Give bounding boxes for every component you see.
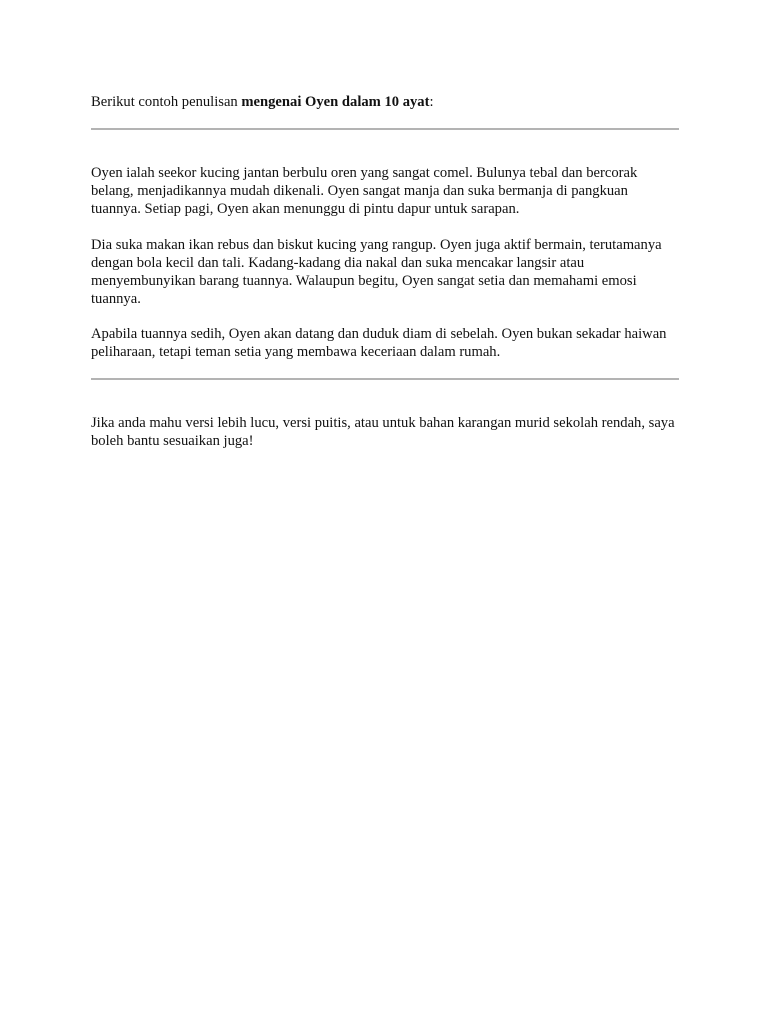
intro-line [91,93,679,111]
body-paragraph-2: Dia suka makan ikan rebus dan biskut kucing yang rangup. Oyen juga aktif bermain, terutamanya dengan bola kecil dan tali. Kadang-kadang dia nakal dan suka mencakar langsir atau menyembunyikan barang tuannya. Walaupun begitu, Oyen sangat setia dan memahami emosi tuannya. [91,237,662,307]
closing-paragraph: Jika anda mahu versi lebih lucu, versi puitis, atau untuk bahan karangan murid sekolah rendah, saya boleh bantu sesuaikan juga! [91,415,675,449]
intro-suffix: : [429,94,434,110]
bottom-divider [91,378,679,380]
intro-emphasis: mengenai Oyen dalam 10 ayat [241,94,430,110]
body-paragraph-3: Apabila tuannya sedih, Oyen akan datang dan duduk diam di sebelah. Oyen bukan sekadar haiwan peliharaan, tetapi teman setia yang membawa keceriaan dalam rumah. [91,326,667,360]
body-paragraph-1: Oyen ialah seekor kucing jantan berbulu oren yang sangat comel. Bulunya tebal dan bercorak belang, menjadikannya mudah dikenali. Oyen sangat manja dan suka bermanja di pangkuan tuannya. Setiap pagi, Oyen akan menunggu di pintu dapur untuk sarapan. [91,165,638,217]
document-page [91,93,679,450]
top-divider [91,128,679,130]
intro-prefix: Berikut contoh penulisan [91,94,242,110]
